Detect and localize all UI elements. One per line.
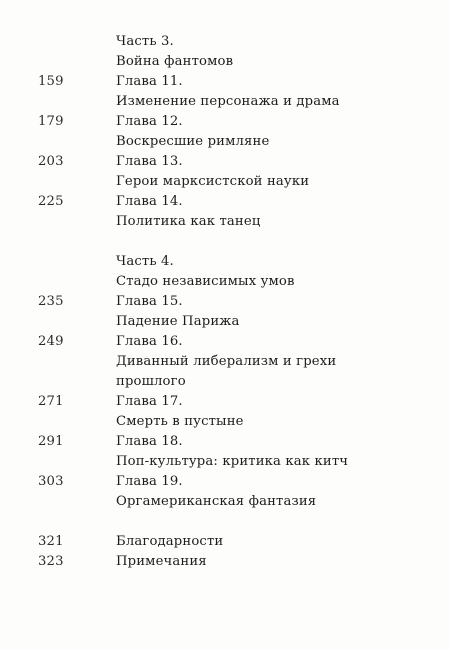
part-title: Война фантомов bbox=[116, 54, 234, 69]
toc-row bbox=[0, 192, 450, 212]
toc-row bbox=[0, 272, 450, 292]
chapter-title: Воскресшие римляне bbox=[116, 134, 270, 149]
toc-row bbox=[0, 152, 450, 172]
chapter-title: Политика как танец bbox=[116, 214, 261, 229]
toc-row bbox=[0, 552, 450, 572]
table-of-contents bbox=[0, 32, 450, 592]
toc-row bbox=[0, 332, 450, 352]
toc-row bbox=[0, 92, 450, 112]
toc-row bbox=[0, 212, 450, 232]
toc-part-4 bbox=[0, 252, 450, 512]
chapter-title: Поп-культура: критика как китч bbox=[116, 454, 349, 469]
toc-row bbox=[0, 312, 450, 332]
chapter-title: Герои марксистской науки bbox=[116, 174, 310, 189]
toc-part-3 bbox=[0, 32, 450, 232]
chapter-title: Оргамериканская фантазия bbox=[116, 494, 317, 509]
toc-row bbox=[0, 532, 450, 552]
chapter-title: Диванный либерализм и грехи bbox=[116, 354, 337, 369]
toc-row bbox=[0, 52, 450, 72]
chapter-heading: Глава 11. bbox=[116, 74, 183, 89]
chapter-heading: Глава 19. bbox=[116, 474, 183, 489]
toc-page-number: 225 bbox=[38, 194, 64, 209]
toc-page-number: 159 bbox=[38, 74, 64, 89]
toc-row bbox=[0, 32, 450, 52]
chapter-heading: Глава 15. bbox=[116, 294, 183, 309]
toc-page-number: 321 bbox=[38, 534, 64, 549]
toc-row bbox=[0, 412, 450, 432]
toc-page-number: 271 bbox=[38, 394, 64, 409]
toc-row bbox=[0, 72, 450, 92]
toc-row bbox=[0, 352, 450, 372]
toc-page-number: 179 bbox=[38, 114, 64, 129]
toc-page-number: 303 bbox=[38, 474, 64, 489]
chapter-heading: Глава 14. bbox=[116, 194, 183, 209]
chapter-heading: Глава 13. bbox=[116, 154, 183, 169]
toc-row bbox=[0, 432, 450, 452]
toc-row bbox=[0, 452, 450, 472]
part-heading: Часть 4. bbox=[116, 254, 174, 269]
toc-page-number: 235 bbox=[38, 294, 64, 309]
toc-row bbox=[0, 292, 450, 312]
chapter-title: Падение Парижа bbox=[116, 314, 240, 329]
toc-page-number: 291 bbox=[38, 434, 64, 449]
toc-row bbox=[0, 132, 450, 152]
toc-back-matter bbox=[0, 532, 450, 572]
toc-row bbox=[0, 252, 450, 272]
toc-row bbox=[0, 492, 450, 512]
chapter-heading: Глава 16. bbox=[116, 334, 183, 349]
notes-entry: Примечания bbox=[116, 554, 207, 569]
chapter-title: Изменение персонажа и драма bbox=[116, 94, 340, 109]
toc-page-number: 203 bbox=[38, 154, 64, 169]
chapter-title-continued: прошлого bbox=[116, 374, 186, 389]
toc-page-number: 249 bbox=[38, 334, 64, 349]
part-title: Стадо независимых умов bbox=[116, 274, 295, 289]
chapter-heading: Глава 12. bbox=[116, 114, 183, 129]
toc-row bbox=[0, 472, 450, 492]
toc-row bbox=[0, 112, 450, 132]
toc-row bbox=[0, 372, 450, 392]
chapter-title: Смерть в пустыне bbox=[116, 414, 244, 429]
chapter-heading: Глава 18. bbox=[116, 434, 183, 449]
part-heading: Часть 3. bbox=[116, 34, 174, 49]
toc-page-number: 323 bbox=[38, 554, 64, 569]
toc-row bbox=[0, 392, 450, 412]
toc-row bbox=[0, 172, 450, 192]
acknowledgements-entry: Благодарности bbox=[116, 534, 224, 549]
chapter-heading: Глава 17. bbox=[116, 394, 183, 409]
